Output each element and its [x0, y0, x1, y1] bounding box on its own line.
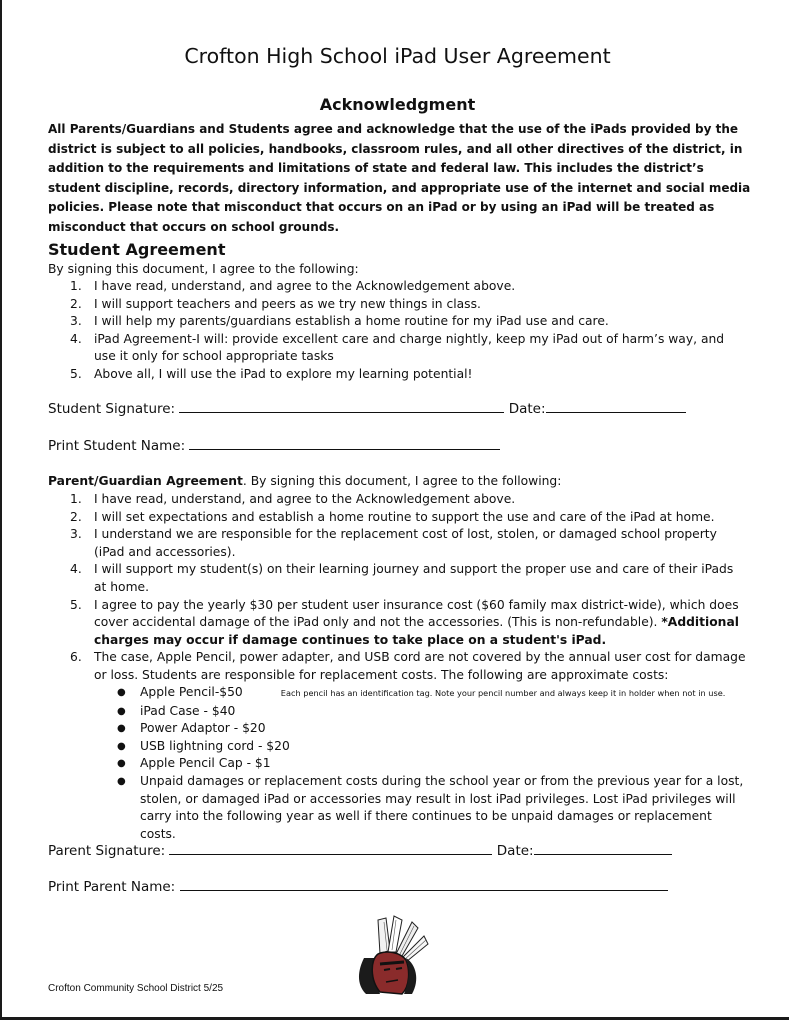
- parent-print-name-label: Print Parent Name:: [48, 879, 176, 895]
- student-agreement-heading: Student Agreement: [48, 240, 226, 259]
- parent-agreement-list: [48, 491, 748, 685]
- parent-signature-row: [48, 843, 672, 859]
- parent-print-name-row: [48, 879, 668, 895]
- parent-agreement-heading: Parent/Guardian Agreement: [48, 474, 243, 488]
- student-print-name-field[interactable]: [189, 438, 500, 450]
- list-item: ● Unpaid damages or replacement costs during the school year or from the previous year for a lost, stolen, or damaged iPad or accessories may result in lost iPad privileges. Lost iPad privileges will carry into the following year as well if there continues to be unpaid damages or replacement costs.: [117, 773, 744, 841]
- list-item: 4. iPad Agreement-I will: provide excellent care and charge nightly, keep my iPad out of harm’s way, and use it only for school appropriate tasks: [70, 331, 725, 364]
- list-item: 5. I agree to pay the yearly $30 per student user insurance cost ($60 family max district-wide), which does cover accidental damage of the iPad only and not the accessories. (This is non-refundable). *Additional charges may occur if damage continues to take place on a student's iPad.: [70, 597, 739, 647]
- parent-signature-label: Parent Signature:: [48, 843, 166, 859]
- student-signature-label: Student Signature:: [48, 401, 176, 417]
- mascot-logo-icon: [350, 914, 444, 996]
- parent-date-label: Date:: [496, 843, 534, 859]
- parent-print-name-field[interactable]: [180, 879, 668, 891]
- student-signature-row: [48, 401, 686, 417]
- list-item: ● iPad Case - $40: [117, 703, 236, 718]
- acknowledgment-body: All Parents/Guardians and Students agree and acknowledge that the use of the iPads provided by the district is subject to all policies, handbooks, classroom rules, and all other directives of the district, in addition to the requirements and limitations of state and federal law. This includes the district’s student discipline, records, directory information, and appropriate use of the internet and social media policies. Please note that misconduct that occurs on an iPad or by using an iPad will be treated as misconduct that occurs on school grounds.: [48, 122, 751, 234]
- pencil-note: Each pencil has an identification tag. Note your pencil number and always keep it in holder when not in use.: [280, 688, 726, 698]
- list-item: 2. I will support teachers and peers as we try new things in class.: [70, 296, 481, 311]
- list-item: 6. The case, Apple Pencil, power adapter, and USB cord are not covered by the annual user cost for damage or loss. Students are responsible for replacement costs. The following are approximate costs:: [70, 650, 746, 682]
- student-agreement-list: [48, 278, 748, 384]
- acknowledgment-heading: Acknowledgment: [319, 95, 476, 114]
- student-date-label: Date:: [508, 401, 546, 417]
- student-intro: By signing this document, I agree to the following:: [48, 262, 359, 276]
- student-signature-field[interactable]: [179, 401, 504, 413]
- list-item: ● Power Adaptor - $20: [117, 721, 266, 736]
- list-item: ● Apple Pencil-$50 Each pencil has an identification tag. Note your pencil number and always keep it in holder when not in use.: [117, 685, 726, 699]
- list-item: 1. I have read, understand, and agree to the Acknowledgement above.: [70, 492, 516, 506]
- list-item: ● USB lightning cord - $20: [117, 738, 290, 753]
- footer-text: Crofton Community School District 5/25: [48, 983, 224, 994]
- list-item: 5. Above all, I will use the iPad to explore my learning potential!: [70, 366, 473, 381]
- parent-intro: . By signing this document, I agree to the following:: [242, 474, 562, 488]
- list-item: 1. I have read, understand, and agree to the Acknowledgement above.: [70, 279, 516, 293]
- student-date-field[interactable]: [546, 401, 686, 413]
- list-item: 3. I understand we are responsible for the replacement cost of lost, stolen, or damaged school property (iPad and accessories).: [70, 527, 717, 559]
- student-print-name-row: [48, 438, 500, 454]
- list-item: 4. I will support my student(s) on their learning journey and support the proper use and care of their iPads at home.: [70, 562, 734, 594]
- parent-date-field[interactable]: [534, 843, 672, 855]
- replacement-costs-list: [48, 684, 748, 843]
- page-title: Crofton High School iPad User Agreement: [184, 44, 611, 68]
- parent-signature-field[interactable]: [169, 843, 492, 855]
- parent-intro-line: [48, 473, 748, 491]
- list-item: 2. I will set expectations and establish a home routine to support the use and care of the iPad at home.: [70, 509, 715, 524]
- list-item: 3. I will help my parents/guardians establish a home routine for my iPad use and care.: [70, 314, 609, 329]
- student-print-name-label: Print Student Name:: [48, 438, 186, 454]
- list-item: ● Apple Pencil Cap - $1: [117, 756, 271, 771]
